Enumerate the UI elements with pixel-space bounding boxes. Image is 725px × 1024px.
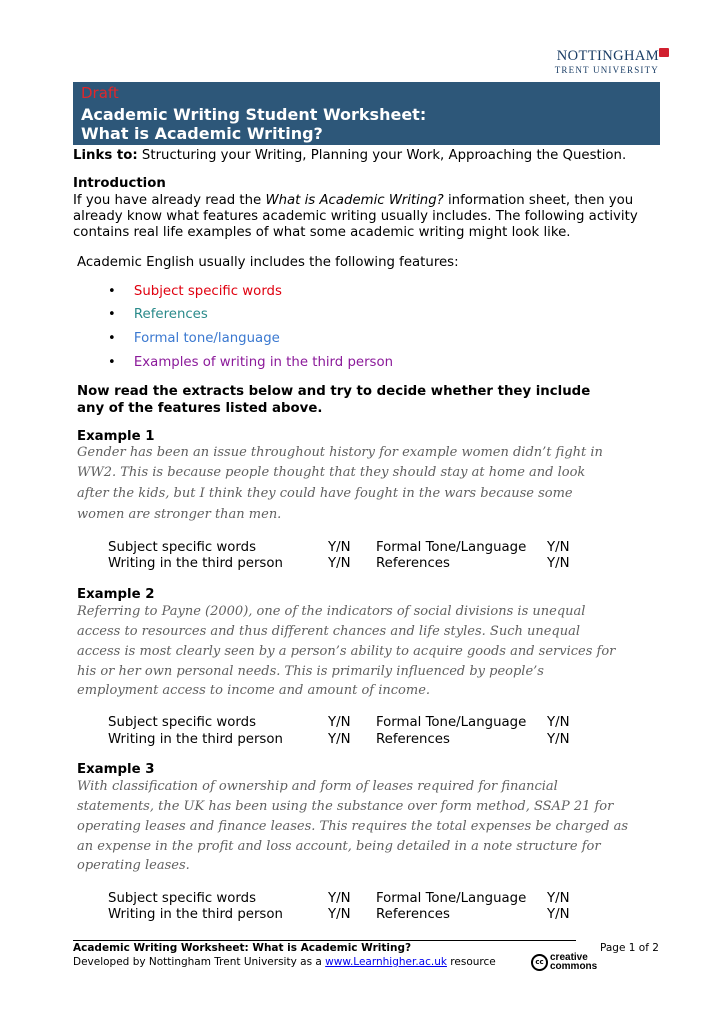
features-intro: Academic English usually includes the following features: xyxy=(77,255,459,270)
intro-line1: If you have already read the What is Academic Writing? information sheet, then you xyxy=(73,193,634,208)
example-text-line: operating leases and finance leases. This requires the total expenses be charged as xyxy=(77,819,628,834)
example-text-line: Referring to Payne (2000), one of the indicators of social divisions is unequal xyxy=(77,604,586,619)
feature-item: • References xyxy=(108,307,208,322)
draft-label: Draft xyxy=(81,84,119,102)
checklist-refs-label: References xyxy=(376,732,450,747)
example-text-line: operating leases. xyxy=(77,858,190,873)
checklist-yn: Y/N xyxy=(328,556,351,571)
example-text-line: With classification of ownership and form of leases required for financial xyxy=(77,779,558,794)
checklist-yn: Y/N xyxy=(328,732,351,747)
title-line1: Academic Writing Student Worksheet: xyxy=(81,105,427,124)
bullet-icon: • xyxy=(108,307,116,322)
cc-word-creative: creative xyxy=(550,952,588,963)
checklist-subject-label: Subject specific words xyxy=(108,715,257,730)
bullet-icon: • xyxy=(108,284,116,299)
example-text-line: statements, the UK has been using the substance over form method, SSAP 21 for xyxy=(77,799,614,814)
checklist-refs-label: References xyxy=(376,907,450,922)
checklist-yn: Y/N xyxy=(328,907,351,922)
intro-heading: Introduction xyxy=(73,176,166,191)
example-text-line: employment access to income and amount of income. xyxy=(77,683,431,698)
example-text-line: women are stronger than men. xyxy=(77,507,282,522)
footer-developed-by: Developed by Nottingham Trent University as a www.Learnhigher.ac.uk resource xyxy=(73,956,496,968)
checklist-yn: Y/N xyxy=(547,540,570,555)
logo-line2: TRENT UNIVERSITY xyxy=(554,65,659,75)
example-heading: Example 2 xyxy=(77,587,155,602)
logo-line1: NOTTINGHAM xyxy=(556,48,659,64)
feature-item: • Formal tone/language xyxy=(108,331,280,346)
creative-commons-logo xyxy=(531,953,597,971)
checklist-yn: Y/N xyxy=(547,556,570,571)
intro-line2: already know what features academic writing usually includes. The following activity xyxy=(73,209,638,224)
feature-item: • Subject specific words xyxy=(108,284,282,299)
instruction-line2: any of the features listed above. xyxy=(77,401,323,416)
instruction-line1: Now read the extracts below and try to decide whether they include xyxy=(77,384,591,399)
checklist-third-label: Writing in the third person xyxy=(108,556,283,571)
links-text: Structuring your Writing, Planning your Work, Approaching the Question. xyxy=(137,148,627,163)
cc-icon: cc xyxy=(531,954,548,971)
title-banner xyxy=(73,82,660,145)
checklist-yn: Y/N xyxy=(328,891,351,906)
title-line2: What is Academic Writing? xyxy=(81,124,323,143)
checklist-formal-label: Formal Tone/Language xyxy=(376,715,527,730)
example-text-line: an expense in the profit and loss account, being detailed in a note structure for xyxy=(77,839,601,854)
cc-word-commons: commons xyxy=(550,961,598,972)
checklist-formal-label: Formal Tone/Language xyxy=(376,540,527,555)
example-text-line: after the kids, but I think they could have fought in the wars because some xyxy=(77,486,573,501)
intro-emphasis: What is Academic Writing? xyxy=(265,193,444,208)
checklist-yn: Y/N xyxy=(547,907,570,922)
example-text-line: WW2. This is because people thought that they should stay at home and look xyxy=(77,465,586,480)
bullet-icon: • xyxy=(108,355,116,370)
example-text-line: access is most clearly seen by a person’s ability to acquire goods and services for xyxy=(77,644,616,659)
page-number: Page 1 of 2 xyxy=(600,942,659,954)
example-text-line: Gender has been an issue throughout history for example women didn’t fight in xyxy=(77,445,603,460)
university-logo xyxy=(555,48,659,76)
checklist-yn: Y/N xyxy=(328,715,351,730)
checklist-third-label: Writing in the third person xyxy=(108,907,283,922)
checklist-yn: Y/N xyxy=(547,732,570,747)
example-heading: Example 1 xyxy=(77,429,155,444)
example-text-line: his or her own personal needs. This is primarily influenced by people’s xyxy=(77,664,544,679)
footer-title: Academic Writing Worksheet: What is Academic Writing? xyxy=(73,942,412,954)
bullet-icon: • xyxy=(108,331,116,346)
links-line xyxy=(73,147,626,164)
checklist-formal-label: Formal Tone/Language xyxy=(376,891,527,906)
example-text-line: access to resources and thus different chances and life styles. Such unequal xyxy=(77,624,581,639)
logo-mark-icon xyxy=(659,48,669,57)
checklist-subject-label: Subject specific words xyxy=(108,540,257,555)
checklist-third-label: Writing in the third person xyxy=(108,732,283,747)
links-label: Links to: xyxy=(73,148,138,163)
intro-line3: contains real life examples of what some academic writing might look like. xyxy=(73,225,571,240)
checklist-yn: Y/N xyxy=(547,891,570,906)
learnhigher-link[interactable]: www.Learnhigher.ac.uk xyxy=(325,956,447,968)
checklist-refs-label: References xyxy=(376,556,450,571)
example-heading: Example 3 xyxy=(77,762,155,777)
feature-item: • Examples of writing in the third person xyxy=(108,355,394,370)
checklist-subject-label: Subject specific words xyxy=(108,891,257,906)
checklist-yn: Y/N xyxy=(547,715,570,730)
checklist-yn: Y/N xyxy=(328,540,351,555)
